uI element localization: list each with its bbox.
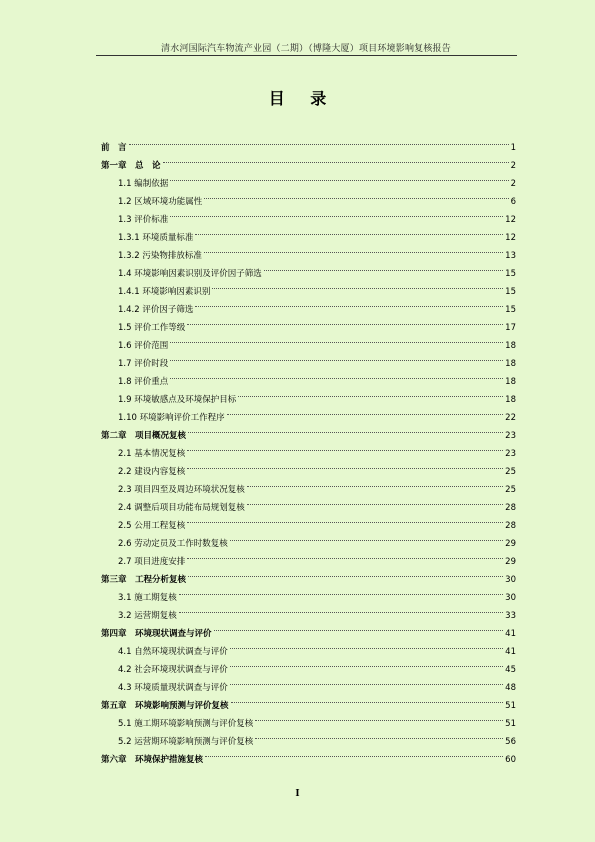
dot-leader xyxy=(170,162,508,181)
toc-entry-page: 13 xyxy=(505,251,516,261)
toc-entry-page: 60 xyxy=(505,755,516,765)
toc-entry-page: 51 xyxy=(505,701,516,711)
toc-entry-page: 1 xyxy=(510,143,516,153)
toc-entry-page: 29 xyxy=(505,539,516,549)
running-header: 清水河国际汽车物流产业园（二期）（博隆大厦）项目环境影响复核报告 xyxy=(161,44,451,54)
toc-entry-page: 18 xyxy=(505,377,516,387)
dot-leader xyxy=(247,468,503,487)
dot-leader xyxy=(170,360,503,379)
toc-entry-page: 15 xyxy=(505,269,516,279)
dot-leader xyxy=(231,684,504,703)
toc-entry-page: 51 xyxy=(505,719,516,729)
toc-entry-page: 48 xyxy=(505,683,516,693)
toc-entry-page: 15 xyxy=(505,305,516,315)
toc-entry-page: 56 xyxy=(505,737,516,747)
toc-entry-label: 1.6 评价范围 xyxy=(118,341,169,351)
toc-entry-label: 1.5 评价工作等级 xyxy=(118,323,186,333)
toc-entry-label: 1.1 编制依据 xyxy=(118,179,169,189)
toc-entry-page: 2 xyxy=(510,179,516,189)
toc-entry-label: 4.2 社会环境现状调查与评价 xyxy=(118,665,228,675)
toc-entry-label: 1.2 区域环境功能属性 xyxy=(118,197,203,207)
toc-entry-label: 1.9 环境敏感点及环境保护目标 xyxy=(118,395,237,405)
toc-entry-page: 15 xyxy=(505,287,516,297)
toc-entry-label: 1.7 评价时段 xyxy=(118,359,169,369)
toc-entry-label: 第四章 环境现状调查与评价 xyxy=(101,629,212,639)
dot-leader xyxy=(179,594,503,613)
toc-entry-label: 2.5 公用工程复核 xyxy=(118,521,186,531)
toc-entry-label: 4.3 环境质量现状调查与评价 xyxy=(118,683,228,693)
toc-entry-page: 29 xyxy=(505,557,516,567)
toc-entry-label: 2.2 建设内容复核 xyxy=(118,467,186,477)
dot-leader xyxy=(170,342,503,361)
toc-entry-page: 41 xyxy=(505,647,516,657)
page-number: I xyxy=(295,789,300,799)
toc-entry-label: 1.4.2 评价因子筛选 xyxy=(118,305,194,315)
dot-leader xyxy=(247,486,503,505)
toc-entry-label: 2.4 调整后项目功能布局规划复核 xyxy=(118,503,245,513)
toc-entry-label: 5.1 施工期环境影响预测与评价复核 xyxy=(118,719,254,729)
dot-leader xyxy=(238,378,503,397)
toc-entry-page: 25 xyxy=(505,485,516,495)
dot-leader xyxy=(188,414,503,433)
dot-leader xyxy=(163,144,509,163)
toc-entry-page: 45 xyxy=(505,665,516,675)
dot-leader xyxy=(230,666,503,685)
toc-entry-label: 5.2 运营期环境影响预测与评价复核 xyxy=(118,737,254,747)
toc-entry-page: 30 xyxy=(505,575,516,585)
toc-entry-page: 25 xyxy=(505,467,516,477)
dot-leader xyxy=(212,270,503,289)
toc-entry-label: 1.4.1 环境影响因素识别 xyxy=(118,287,211,297)
table-of-contents xyxy=(101,131,516,765)
toc-entry-label: 1.3.1 环境质量标准 xyxy=(118,233,194,243)
toc-entry-label: 第五章 环境影响预测与评价复核 xyxy=(101,701,229,711)
dot-leader xyxy=(195,216,503,235)
dot-leader xyxy=(187,432,503,451)
toc-entry-label: 第三章 工程分析复核 xyxy=(101,575,187,585)
dot-leader xyxy=(214,612,504,631)
dot-leader xyxy=(255,702,503,721)
toc-entry-label: 1.4 环境影响因素识别及评价因子筛选 xyxy=(118,269,262,279)
toc-entry-page: 22 xyxy=(505,413,516,423)
dot-leader xyxy=(170,324,503,343)
toc-title: 目 录 xyxy=(268,89,337,108)
dot-leader xyxy=(195,288,503,307)
toc-entry-page: 33 xyxy=(505,611,516,621)
toc-entry-page: 12 xyxy=(505,233,516,243)
toc-entry-label: 2.7 项目进度安排 xyxy=(118,557,186,567)
toc-entry-label: 第六章 环境保护措施复核 xyxy=(101,755,204,765)
toc-entry-label: 前 言 xyxy=(101,143,127,153)
toc-entry-page: 30 xyxy=(505,593,516,603)
toc-entry-page: 23 xyxy=(505,431,516,441)
dot-leader xyxy=(204,234,503,253)
dot-leader xyxy=(230,648,503,667)
toc-entry-label: 第二章 项目概况复核 xyxy=(101,431,187,441)
toc-entry-label: 3.2 运营期复核 xyxy=(118,611,177,621)
dot-leader xyxy=(170,198,503,217)
toc-entry-page: 12 xyxy=(505,215,516,225)
toc-entry-label: 4.1 自然环境现状调查与评价 xyxy=(118,647,228,657)
toc-entry-page: 17 xyxy=(505,323,516,333)
dot-leader xyxy=(255,720,503,739)
dot-leader xyxy=(230,522,503,541)
dot-leader xyxy=(179,576,503,595)
toc-entry-label: 1.8 评价重点 xyxy=(118,377,169,387)
dot-leader xyxy=(188,558,503,577)
toc-entry-label: 1.3.2 污染物排放标准 xyxy=(118,251,202,261)
toc-entry-label: 2.6 劳动定员及工作时数复核 xyxy=(118,539,228,549)
dot-leader xyxy=(187,450,503,469)
dot-leader xyxy=(227,396,504,415)
dot-leader xyxy=(129,126,509,145)
toc-entry-label: 1.3 评价标准 xyxy=(118,215,169,225)
dot-leader xyxy=(264,252,503,271)
toc-entry-label: 3.1 施工期复核 xyxy=(118,593,177,603)
toc-entry-page: 2 xyxy=(510,161,516,171)
toc-entry-page: 18 xyxy=(505,359,516,369)
dot-leader xyxy=(230,630,503,649)
dot-leader xyxy=(187,540,503,559)
dot-leader xyxy=(187,504,503,523)
toc-entry-page: 41 xyxy=(505,629,516,639)
header-divider xyxy=(96,55,517,56)
toc-entry-label: 2.3 项目四至及周边环境状况复核 xyxy=(118,485,245,495)
toc-entry-page: 23 xyxy=(505,449,516,459)
toc-entry-label: 第一章 总 论 xyxy=(101,161,161,171)
toc-entry-page: 6 xyxy=(510,197,516,207)
dot-leader xyxy=(204,180,508,199)
toc-entry-label: 2.1 基本情况复核 xyxy=(118,449,186,459)
toc-entry-page: 28 xyxy=(505,521,516,531)
toc-entry-page: 18 xyxy=(505,395,516,405)
dot-leader xyxy=(205,738,503,757)
dot-leader xyxy=(187,306,503,325)
toc-entry-page: 28 xyxy=(505,503,516,513)
toc-entry-page: 18 xyxy=(505,341,516,351)
toc-entry-label: 1.10 环境影响评价工作程序 xyxy=(118,413,225,423)
